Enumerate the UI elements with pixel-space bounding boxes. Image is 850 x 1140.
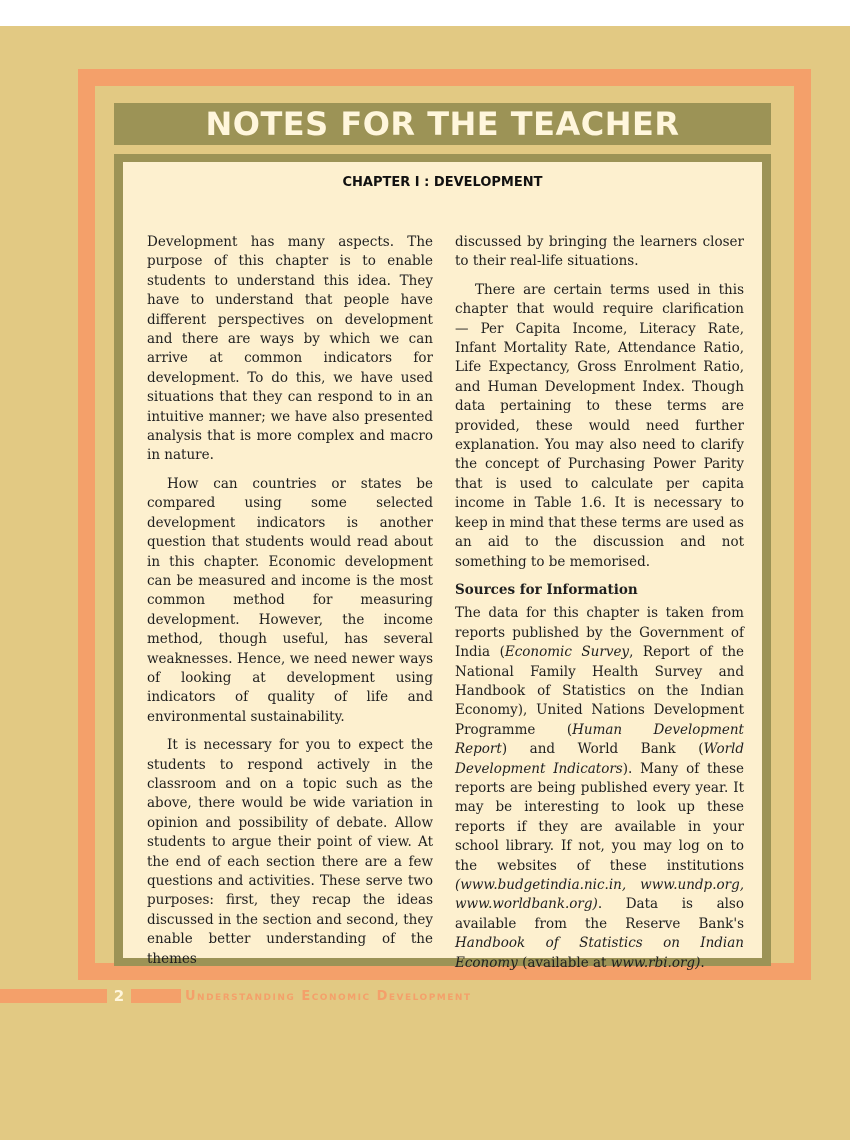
italic-span: Human Development Report	[455, 721, 744, 758]
italic-span: Economic Survey	[504, 644, 630, 661]
text-span: ). Many of these reports are being published every year. It may be interesting to look up these reports if they are available in your school library. If not, you may log on to the websites of these institutions	[455, 760, 745, 874]
paragraph: Development has many aspects. The purpose of this chapter is to enable students to understand this idea. They have to understand that people have different perspectives on development and there are ways by which we can arrive at common indicators for development. To do this, we have used situations that they can respond to in an intuitive manner; we have also presented analysis that is more complex and macro in nature.	[147, 234, 433, 464]
text-span: The data for this chapter is taken from reports published by the Government of India (	[455, 605, 744, 661]
italic-span: www.rbi.org)	[610, 954, 701, 971]
running-title: Understanding Economic Development	[185, 989, 472, 1004]
paragraph: How can countries or states be compared using some selected development indicators is another question that students would read about in this chapter. Economic development can be measured and income is the most common method for measuring development. However, the income method, though useful, has several weaknesses. Hence, we need newer ways of looking at development using indicators of quality of life and environmental sustainability.	[147, 475, 433, 725]
page-number: 2	[113, 987, 125, 1005]
right-column	[455, 233, 744, 982]
italic-span: World Development Indicators	[455, 741, 744, 777]
text-span: .	[700, 954, 705, 971]
italic-span: Handbook of Statistics on Indian Economy	[455, 935, 744, 971]
text-span: , Report of the National Family Health Survey and Handbook of Statistics on the Indian Economy), United Nations Development Programme (	[455, 644, 745, 738]
paragraph-sources	[455, 604, 744, 973]
text-span: (available at	[517, 954, 611, 971]
text-span: ) and World Bank (	[501, 741, 704, 758]
paragraph: There are certain terms used in this chapter that would require clarification — Per Capita Income, Literacy Rate, Infant Mortality Rate, Attendance Ratio, Life Expectancy, Gross Enrolment Ratio, and Human Development Index. Though data pertaining to these terms are provided, these would need further explanation. You may also need to clarify the concept of Purchasing Power Parity that is used to calculate per capita income in Table 1.6. It is necessary to keep in mind that these terms are used as an aid to the discussion and not something to be memorised.	[455, 281, 744, 570]
left-column	[147, 233, 433, 978]
italic-span: (www.budgetindia.nic.in, www.undp.org, www.worldbank.org)	[455, 877, 744, 913]
paragraph: discussed by bringing the learners closer to their real-life situations.	[455, 234, 744, 270]
text-span: . Data is also available from the Reserve Bank's	[455, 896, 744, 932]
footer-strip	[131, 989, 181, 1003]
paragraph: It is necessary for you to expect the students to respond actively in the classroom and on a topic such as the above, there would be wide variation in opinion and possibility of debate. Allow students to argue their point of view. At the end of each section there are a few questions and activities. These serve two purposes: first, they recap the ideas discussed in the section and second, they enable better understanding of the themes	[147, 737, 433, 967]
sources-heading: Sources for Information	[455, 581, 638, 598]
footer-strip	[0, 989, 107, 1003]
page-title: NOTES FOR THE TEACHER	[114, 103, 771, 145]
chapter-heading: CHAPTER I : DEVELOPMENT	[342, 175, 543, 190]
